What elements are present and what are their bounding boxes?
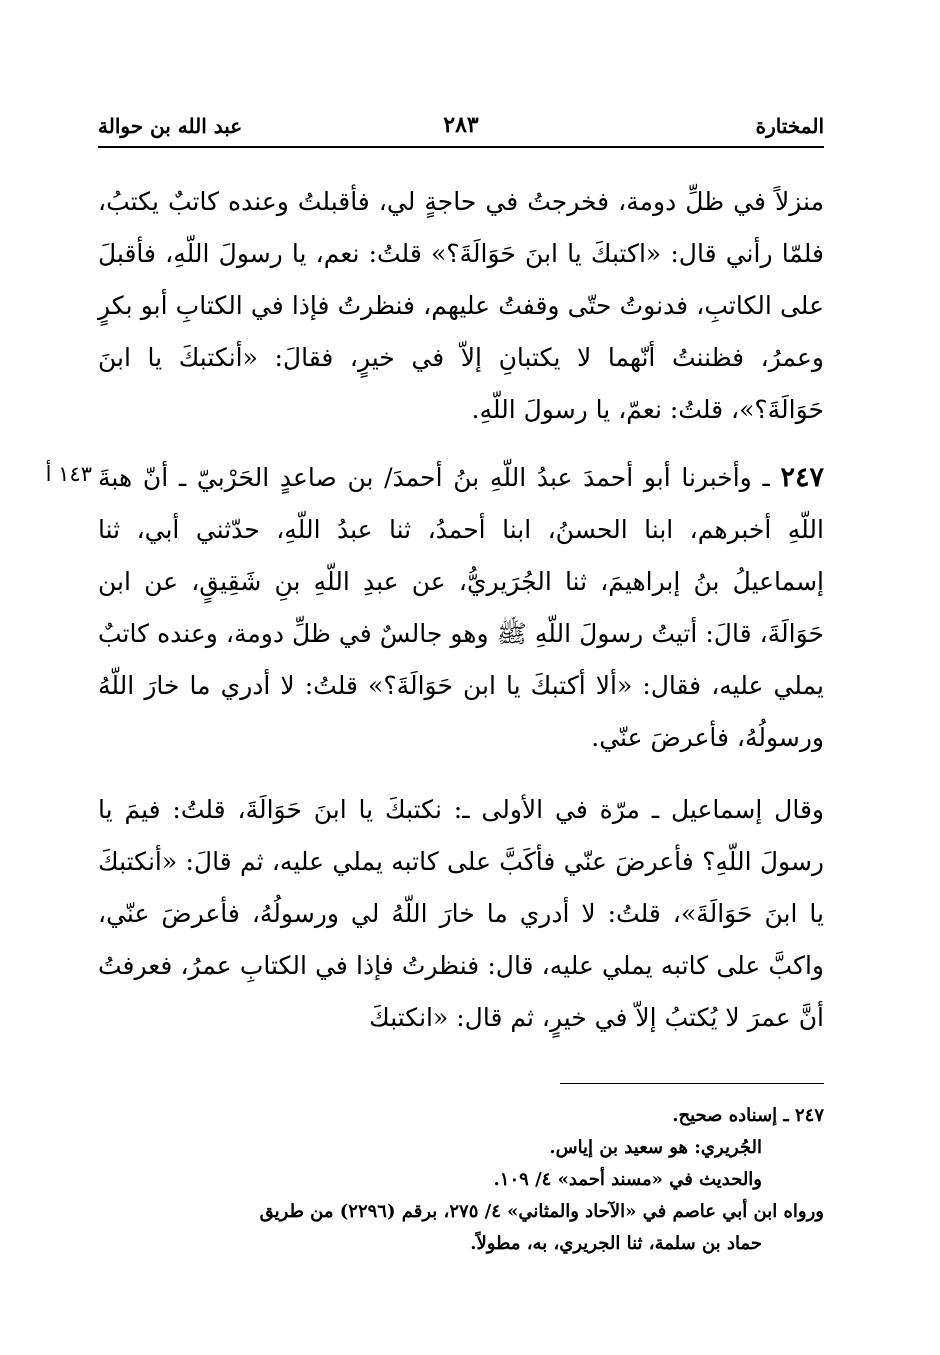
footnote-line: ورواه ابن أبي عاصم في «الآحاد والمثاني» ٤/ ٢٧٥، برقم (٢٢٩٦) من طريق xyxy=(259,1201,824,1222)
hadith-247-paragraph xyxy=(98,452,824,764)
header-rule xyxy=(98,146,824,148)
paragraph-continuation: منزلاً في ظلِّ دومة، فخرجتُ في حاجةٍ لي، فأقبلتُ وعنده كاتبٌ يكتبُ، فلمّا رأني قال: «اكتبكَ يا ابنَ حَوَالَةَ؟» قلتُ: نعم، يا رسولَ اللّهِ، فأقبلَ على الكاتبِ، فدنوتُ حتّى وقفتُ عليهم، فنظرتُ فإذا في الكتابِ أبو بكرٍ وعمرُ، فظننتُ أنّهما لا يكتبانِ إلاّ في خيرٍ، فقالَ: «أنكتبكَ يا ابنَ حَوَالَةَ؟»، قلتُ: نعمّ، يا رسولَ اللّهِ. xyxy=(98,187,824,424)
running-header xyxy=(98,108,824,144)
footnotes xyxy=(98,1100,824,1260)
footnote-line: حماد بن سلمة، ثنا الجريري، به، مطولاً. xyxy=(470,1233,762,1254)
page-number: ٢٨٣ xyxy=(443,112,479,138)
book-title: المختارة xyxy=(755,114,824,138)
hadith-number: ٢٤٧ xyxy=(780,462,824,493)
chapter-title: عبد الله بن حوالة xyxy=(98,114,243,138)
hadith-text: ـ وأخبرنا أبو أحمدَ عبدُ اللّهِ بنُ أحمدَ/ بن صاعدٍ الحَرْبيّ ـ أنّ هبةَ اللّهِ أخبرهم، ابنا الحسنُ، ابنا أحمدُ، ثنا عبدُ اللّهِ، حدّثني أبي، ثنا إسماعيلُ بنُ إبراهيمَ، ثنا الجُرَيريُّ، عن عبدِ اللّهِ بنِ شَقِيقٍ، عن ابن حَوَالَةَ، قالَ: أتيتُ رسولَ اللّهِ ﷺ وهو جالسٌ في ظلِّ دومة، وعنده كاتبٌ يملي عليه، فقال: «ألا أكتبكَ يا ابن حَوَالَةَ؟» قلتُ: لا أدري ما خارَ اللّهُ ورسولُهُ، فأعرضَ عنّي. xyxy=(98,463,824,752)
footnote-rule xyxy=(560,1083,824,1084)
footnote-line: الجُريري: هو سعيد بن إياس. xyxy=(549,1137,762,1158)
paragraph-third: وقال إسماعيل ـ مرّة في الأولى ـ: نكتبكَ يا ابنَ حَوَالَةَ، قلتُ: فيمَ يا رسولَ اللّهِ؟ فأعرضَ عنّي فأكَبَّ على كاتبه يملي عليه، ثم قالَ: «أنكتبكَ يا ابنَ حَوَالَةَ»، قلتُ: لا أدري ما خارَ اللّهُ لي ورسولُهُ، فأعرضَ عنّي، واكبَّ على كاتبه يملي عليه، قال: فنظرتُ فإذا في الكتابِ عمرُ، فعرفتُ أنَّ عمرَ لا يُكتبُ إلاّ في خيرٍ، ثم قال: «انكتبكَ xyxy=(98,795,824,1032)
manuscript-folio-note: ١٤٣ أ xyxy=(45,462,92,486)
footnote-line: ٢٤٧ ـ إسناده صحيح. xyxy=(672,1105,824,1126)
footnote-line: والحديث في «مسند أحمد» ٤/ ١٠٩. xyxy=(493,1169,762,1190)
